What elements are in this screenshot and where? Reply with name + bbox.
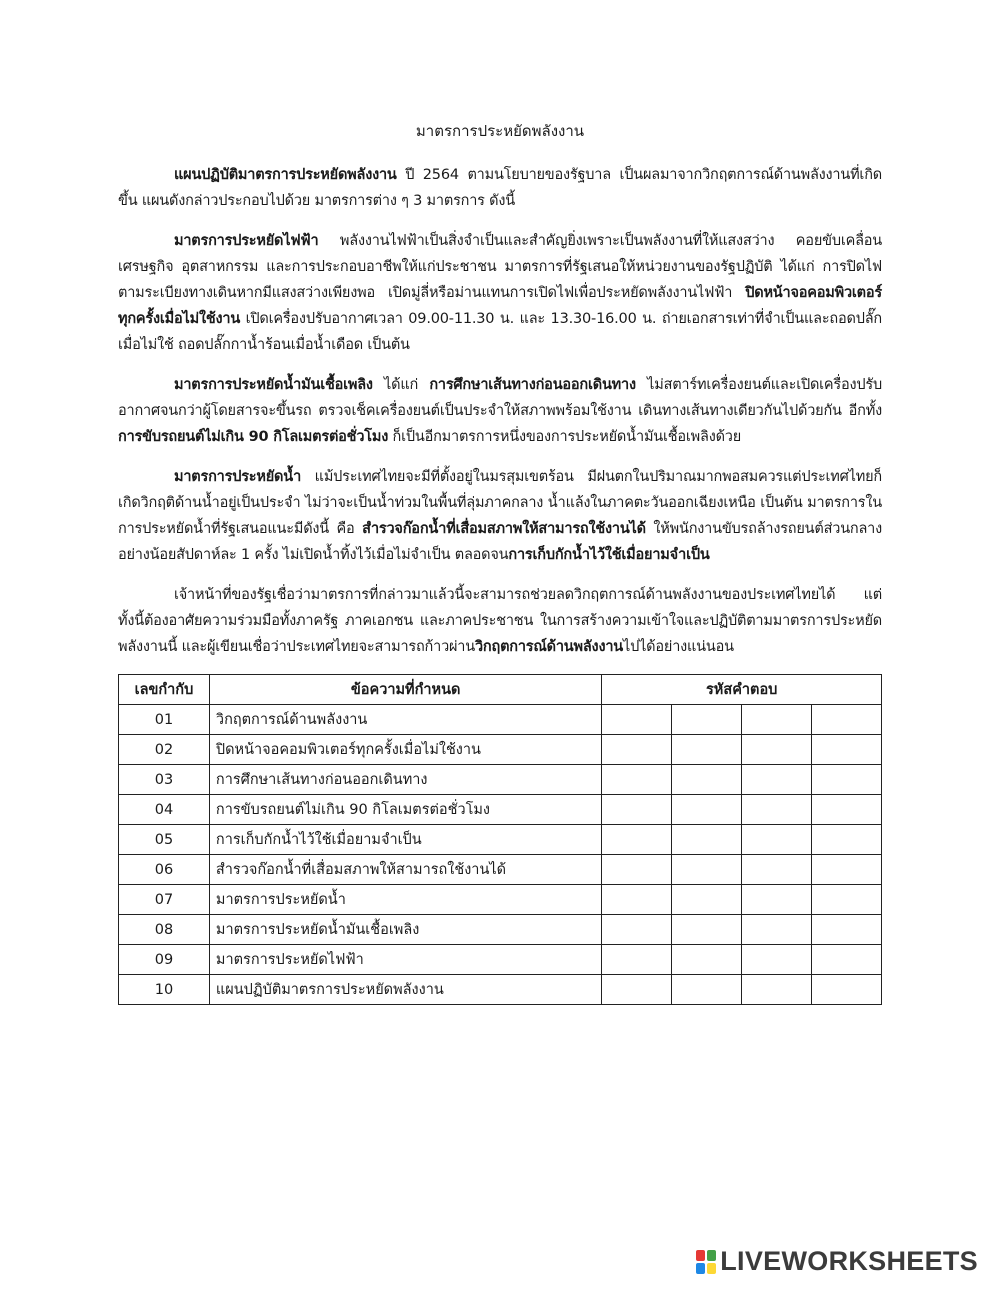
answer-code-box[interactable]	[812, 825, 882, 855]
row-statement: ปิดหน้าจอคอมพิวเตอร์ทุกครั้งเมื่อไม่ใช้งาน	[209, 735, 601, 765]
bold-term: แผนปฏิบัติมาตรการประหยัดพลังงาน	[174, 167, 397, 183]
answer-code-box[interactable]	[672, 705, 742, 735]
worksheet-page	[118, 120, 882, 1005]
table-row	[119, 705, 882, 735]
row-statement: มาตรการประหยัดน้ำมันเชื้อเพลิง	[209, 915, 601, 945]
row-number: 01	[119, 705, 210, 735]
answer-code-box[interactable]	[742, 825, 812, 855]
answer-code-box[interactable]	[602, 945, 672, 975]
paragraph-conclusion: เจ้าหน้าที่ของรัฐเชื่อว่ามาตรการที่กล่าวมาแล้วนี้จะสามารถช่วยลดวิกฤตการณ์ด้านพลังงานของประเทศไทยได้ แต่ทั้งนี้ต้องอาศัยความร่วมมือทั้งภาครัฐ ภาคเอกชน และภาคประชาชน ในการสร้างความเข้าใจและปฏิบัติตามมาตรการประหยัดพลังงานนี้ และผู้เขียนเชื่อว่าประเทศไทยจะสามารถก้าวผ่านวิกฤตการณ์ด้านพลังงานไปได้อย่างแน่นอน	[118, 587, 882, 655]
answer-code-box[interactable]	[602, 825, 672, 855]
answer-code-box[interactable]	[602, 975, 672, 1005]
brand-square	[707, 1263, 716, 1274]
brand-name: LIVEWORKSHEETS	[720, 1246, 978, 1276]
brand-square	[696, 1250, 705, 1261]
answer-code-box[interactable]	[672, 735, 742, 765]
answer-code-box[interactable]	[602, 795, 672, 825]
liveworksheets-logo	[696, 1246, 978, 1277]
table-row	[119, 765, 882, 795]
answer-table	[118, 674, 882, 1005]
answer-code-box[interactable]	[812, 945, 882, 975]
answer-code-box[interactable]	[602, 885, 672, 915]
answer-code-box[interactable]	[672, 855, 742, 885]
answer-code-box[interactable]	[742, 705, 812, 735]
bold-term: ปิดหน้าจอคอมพิวเตอร์ทุกครั้งเมื่อไม่ใช้งาน	[118, 285, 882, 327]
answer-code-box[interactable]	[602, 855, 672, 885]
row-statement: แผนปฏิบัติมาตรการประหยัดพลังงาน	[209, 975, 601, 1005]
answer-code-box[interactable]	[602, 915, 672, 945]
table-row	[119, 855, 882, 885]
answer-code-box[interactable]	[812, 735, 882, 765]
answer-code-box[interactable]	[742, 795, 812, 825]
bold-term: การขับรถยนต์ไม่เกิน 90 กิโลเมตรต่อชั่วโมง	[118, 429, 389, 445]
answer-code-box[interactable]	[812, 885, 882, 915]
answer-code-box[interactable]	[672, 795, 742, 825]
paragraph-electricity: มาตรการประหยัดไฟฟ้า พลังงานไฟฟ้าเป็นสิ่งจำเป็นและสำคัญยิ่งเพราะเป็นพลังงานที่ให้แสงสว่าง คอยขับเคลื่อนเศรษฐกิจ อุตสาหกรรม และการประกอบอาชีพให้แก่ประชาชน มาตรการที่รัฐเสนอให้หน่วยงานของรัฐปฏิบัติ ได้แก่ การปิดไฟตามระเบียงทางเดินหากมีแสงสว่างเพียงพอ เปิดมู่ลี่หรือม่านแทนการเปิดไฟเพื่อประหยัดพลังงานไฟฟ้า ปิดหน้าจอคอมพิวเตอร์ทุกครั้งเมื่อไม่ใช้งาน เปิดเครื่องปรับอากาศเวลา 09.00-11.30 น. และ 13.30-16.00 น. ถ่ายเอกสารเท่าที่จำเป็นและถอดปลั๊กเมื่อไม่ใช้ ถอดปลั๊กกาน้ำร้อนเมื่อน้ำเดือด เป็นต้น	[118, 233, 882, 353]
answer-code-box[interactable]	[742, 855, 812, 885]
answer-code-box[interactable]	[812, 915, 882, 945]
brand-square	[707, 1250, 716, 1261]
answer-code-box[interactable]	[742, 735, 812, 765]
answer-code-box[interactable]	[742, 975, 812, 1005]
row-statement: มาตรการประหยัดน้ำ	[209, 885, 601, 915]
row-number: 04	[119, 795, 210, 825]
bold-term: สำรวจก๊อกน้ำที่เสื่อมสภาพให้สามารถใช้งานได้	[362, 521, 646, 537]
table-row	[119, 795, 882, 825]
answer-code-box[interactable]	[602, 735, 672, 765]
bold-term: มาตรการประหยัดไฟฟ้า	[174, 233, 319, 249]
row-number: 06	[119, 855, 210, 885]
header-number: เลขกำกับ	[119, 675, 210, 705]
answer-code-box[interactable]	[812, 855, 882, 885]
row-number: 05	[119, 825, 210, 855]
bold-term: วิกฤตการณ์ด้านพลังงาน	[474, 639, 623, 655]
row-number: 10	[119, 975, 210, 1005]
answer-code-box[interactable]	[812, 705, 882, 735]
row-statement: สำรวจก๊อกน้ำที่เสื่อมสภาพให้สามารถใช้งานได้	[209, 855, 601, 885]
row-statement: การศึกษาเส้นทางก่อนออกเดินทาง	[209, 765, 601, 795]
bold-term: การเก็บกักน้ำไว้ใช้เมื่อยามจำเป็น	[508, 547, 710, 563]
bold-term: มาตรการประหยัดน้ำมันเชื้อเพลิง	[174, 377, 373, 393]
row-statement: การขับรถยนต์ไม่เกิน 90 กิโลเมตรต่อชั่วโมง	[209, 795, 601, 825]
table-row	[119, 885, 882, 915]
answer-code-box[interactable]	[672, 885, 742, 915]
row-number: 03	[119, 765, 210, 795]
answer-code-box[interactable]	[672, 975, 742, 1005]
table-row	[119, 915, 882, 945]
paragraph-fuel: มาตรการประหยัดน้ำมันเชื้อเพลิง ได้แก่ การศึกษาเส้นทางก่อนออกเดินทาง ไม่สตาร์ทเครื่องยนต์และเปิดเครื่องปรับอากาศจนกว่าผู้โดยสารจะขึ้นรถ ตรวจเช็คเครื่องยนต์เป็นประจำให้สภาพพร้อมใช้งาน เดินทางเส้นทางเดียวกันไปด้วยกัน อีกทั้งการขับรถยนต์ไม่เกิน 90 กิโลเมตรต่อชั่วโมง ก็เป็นอีกมาตรการหนึ่งของการประหยัดน้ำมันเชื้อเพลิงด้วย	[118, 377, 883, 445]
bold-term: มาตรการประหยัดน้ำ	[174, 469, 302, 485]
table-row	[119, 735, 882, 765]
answer-code-box[interactable]	[672, 915, 742, 945]
answer-code-box[interactable]	[742, 945, 812, 975]
answer-code-box[interactable]	[812, 795, 882, 825]
table-row	[119, 975, 882, 1005]
row-number: 09	[119, 945, 210, 975]
header-answer-code: รหัสคำตอบ	[602, 675, 882, 705]
row-number: 08	[119, 915, 210, 945]
answer-code-box[interactable]	[672, 825, 742, 855]
row-number: 07	[119, 885, 210, 915]
brand-icon	[696, 1250, 716, 1274]
answer-code-box[interactable]	[672, 945, 742, 975]
bold-term: การศึกษาเส้นทางก่อนออกเดินทาง	[429, 377, 636, 393]
row-statement: การเก็บกักน้ำไว้ใช้เมื่อยามจำเป็น	[209, 825, 601, 855]
paragraph-water: มาตรการประหยัดน้ำ แม้ประเทศไทยจะมีที่ตั้งอยู่ในมรสุมเขตร้อน มีฝนตกในปริมาณมากพอสมควรแต่ประเทศไทยก็เกิดวิกฤติด้านน้ำอยู่เป็นประจำ ไม่ว่าจะเป็นน้ำท่วมในพื้นที่ลุ่มภาคกลาง น้ำแล้งในภาคตะวันออกเฉียงเหนือ เป็นต้น มาตรการในการประหยัดน้ำที่รัฐเสนอแนะมีดังนี้ คือ สำรวจก๊อกน้ำที่เสื่อมสภาพให้สามารถใช้งานได้ ให้พนักงานขับรถล้างรถยนต์ส่วนกลางอย่างน้อยสัปดาห์ละ 1 ครั้ง ไม่เปิดน้ำทิ้งไว้เมื่อไม่จำเป็น ตลอดจนการเก็บกักน้ำไว้ใช้เมื่อยามจำเป็น	[118, 469, 883, 563]
table-row	[119, 825, 882, 855]
row-number: 02	[119, 735, 210, 765]
answer-code-box[interactable]	[742, 915, 812, 945]
table-row	[119, 945, 882, 975]
answer-code-box[interactable]	[742, 885, 812, 915]
answer-code-box[interactable]	[812, 975, 882, 1005]
answer-code-box[interactable]	[742, 765, 812, 795]
row-statement: วิกฤตการณ์ด้านพลังงาน	[209, 705, 601, 735]
brand-square	[696, 1263, 705, 1274]
paragraph-intro: แผนปฏิบัติมาตรการประหยัดพลังงาน ปี 2564 ตามนโยบายของรัฐบาล เป็นผลมาจากวิกฤตการณ์ด้านพลังงานที่เกิดขึ้น แผนดังกล่าวประกอบไปด้วย มาตรการต่าง ๆ 3 มาตรการ ดังนี้	[118, 167, 882, 209]
answer-code-box[interactable]	[812, 765, 882, 795]
answer-code-box[interactable]	[672, 765, 742, 795]
answer-code-box[interactable]	[602, 765, 672, 795]
table-header-row	[119, 675, 882, 705]
row-statement: มาตรการประหยัดไฟฟ้า	[209, 945, 601, 975]
header-statement: ข้อความที่กำหนด	[209, 675, 601, 705]
answer-code-box[interactable]	[602, 705, 672, 735]
page-title: มาตรการประหยัดพลังงาน	[415, 122, 585, 140]
